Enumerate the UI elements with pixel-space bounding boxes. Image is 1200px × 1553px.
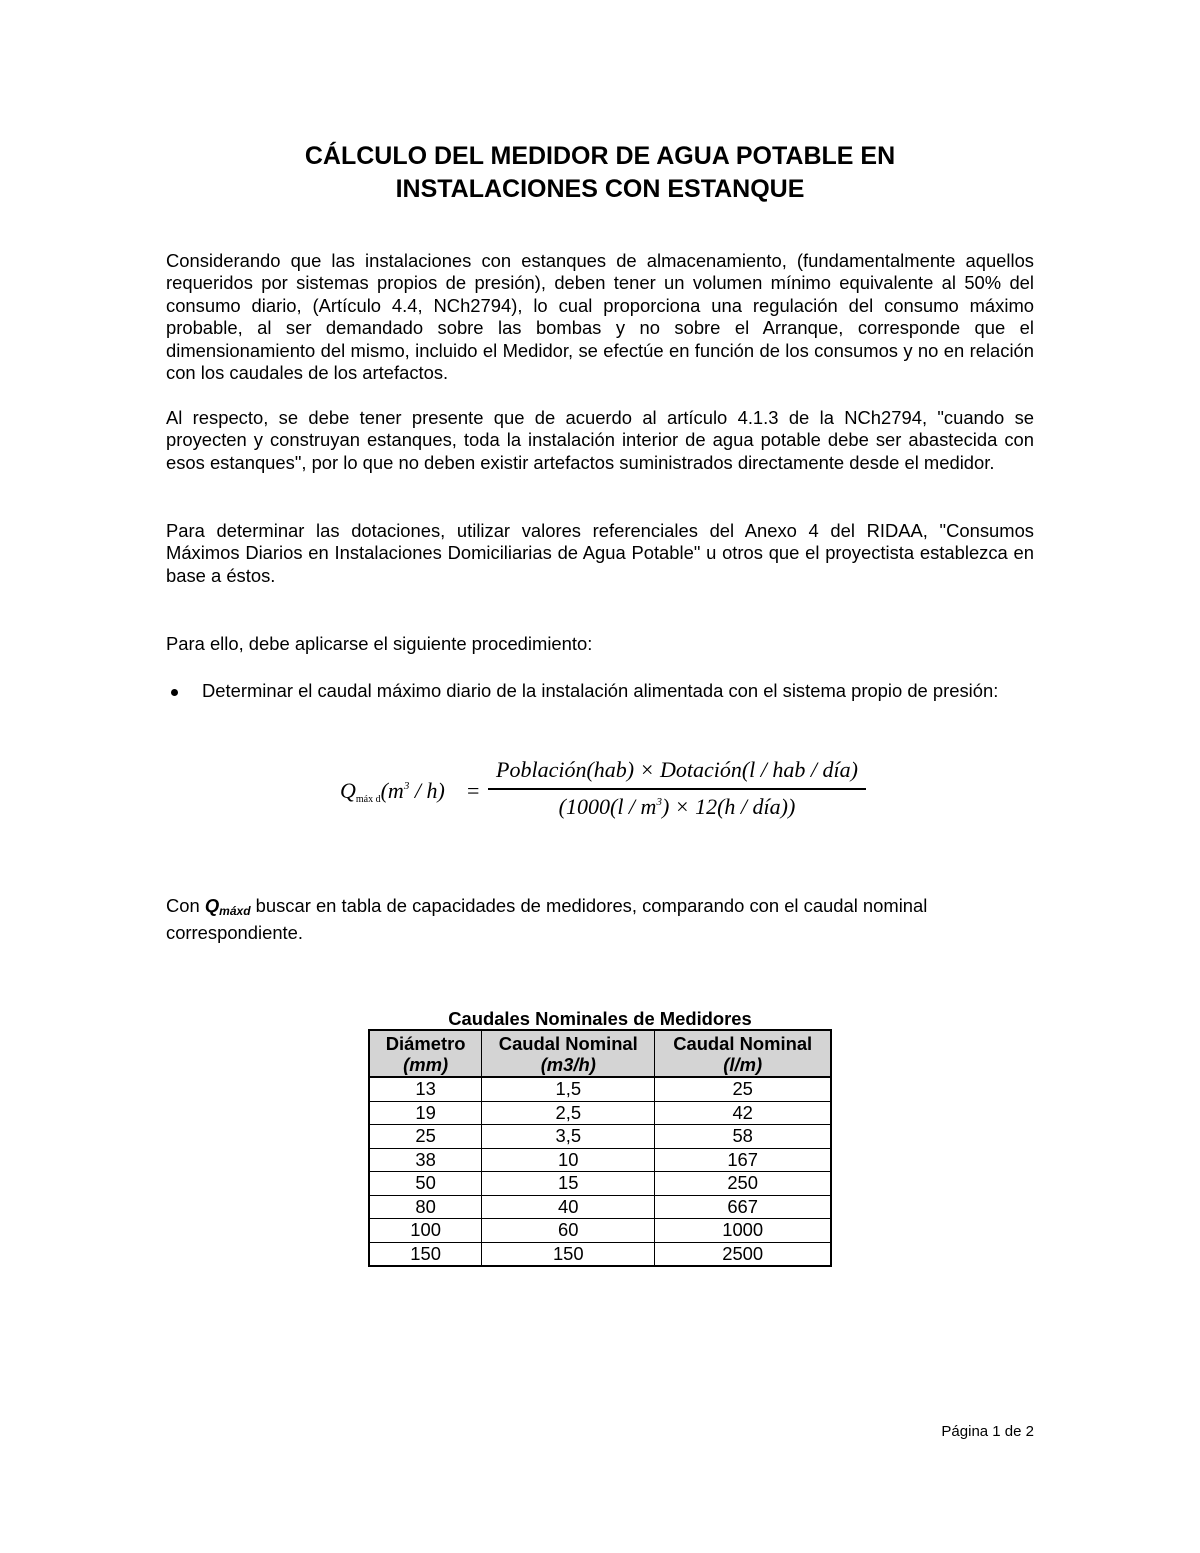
paragraph-1: Considerando que las instalaciones con estanques de almacenamiento, (fundamentalmente aquellos requeridos por sistemas propios de presión), deben tener un volumen mínimo equivalente al 50% del consumo diario, (Artículo 4.4, NCh2794), lo cual proporciona una regulación del consumo máximo probable, al ser demandado sobre las bombas y no sobre el Arranque, corresponde que el dimensionamiento del mismo, incluido el Medidor, se efectúe en función de los consumos y no en relación con los caudales de los artefactos. [166, 250, 1034, 384]
table-title: Caudales Nominales de Medidores [448, 1008, 752, 1029]
cell: 42 [655, 1101, 831, 1125]
cell: 250 [655, 1172, 831, 1196]
header-flow-m3h: Caudal Nominal (m3/h) [482, 1030, 655, 1077]
cell: 3,5 [482, 1125, 655, 1149]
cell: 15 [482, 1172, 655, 1196]
cell: 38 [369, 1148, 482, 1172]
cell: 40 [482, 1195, 655, 1219]
cell: 2500 [655, 1242, 831, 1266]
bullet-dot-icon [171, 689, 178, 696]
title-line-1: CÁLCULO DEL MEDIDOR DE AGUA POTABLE EN [304, 142, 896, 170]
header-diameter: Diámetro (mm) [369, 1030, 482, 1077]
cell: 667 [655, 1195, 831, 1219]
cell: 2,5 [482, 1101, 655, 1125]
paragraph-3: Para determinar las dotaciones, utilizar valores referenciales del Anexo 4 del RIDAA, "Consumos Máximos Diarios en Instalaciones Domiciliarias de Agua Potable" u otros que el proyectista establezca en base a éstos. [166, 520, 1034, 586]
cell: 150 [482, 1242, 655, 1266]
paragraph-4: Para ello, debe aplicarse el siguiente procedimiento: [166, 633, 593, 654]
cell: 25 [369, 1125, 482, 1149]
table-row [369, 1219, 831, 1243]
formula-lhs: $Q_{máx d}(m^3 / h)$ [340, 778, 445, 805]
cell: 1,5 [482, 1077, 655, 1101]
cell: 100 [369, 1219, 482, 1243]
cell: 60 [482, 1219, 655, 1243]
page-title [150, 140, 1050, 206]
con-paragraph: Con $Q_{máxd}$ buscar en tabla de capacidades de medidores, comparando con el caudal nominal correspondiente. [166, 895, 928, 944]
table-row [369, 1101, 831, 1125]
cell: 80 [369, 1195, 482, 1219]
table-header-row [369, 1030, 831, 1077]
table-row [369, 1077, 831, 1101]
cell: 167 [655, 1148, 831, 1172]
table-row [369, 1195, 831, 1219]
meters-table [368, 1029, 832, 1267]
cell: 150 [369, 1242, 482, 1266]
cell: 25 [655, 1077, 831, 1101]
paragraph-2: Al respecto, se debe tener presente que de acuerdo al artículo 4.1.3 de la NCh2794, "cuando se proyecten y construyan estanques, toda la instalación interior de agua potable debe ser abastecida con esos estanques", por lo que no deben existir artefactos suministrados directamente desde el medidor. [166, 407, 1034, 473]
formula [340, 755, 880, 825]
table-row [369, 1148, 831, 1172]
cell: 13 [369, 1077, 482, 1101]
bullet-item [166, 680, 1034, 702]
formula-denominator: ($1000(l / m^3) \times 12(h$ / día)) [558, 794, 796, 819]
table-row [369, 1172, 831, 1196]
header-flow-lm: Caudal Nominal (l/m) [655, 1030, 831, 1077]
fraction-bar [488, 788, 866, 790]
q-max-symbol: $Q_{máxd}$ [204, 895, 251, 918]
cell: 58 [655, 1125, 831, 1149]
formula-equals: = [467, 778, 480, 803]
table-row [369, 1242, 831, 1266]
cell: 1000 [655, 1219, 831, 1243]
cell: 10 [482, 1148, 655, 1172]
title-line-2: INSTALACIONES CON ESTANQUE [395, 175, 805, 203]
bullet-text: Determinar el caudal máximo diario de la instalación alimentada con el sistema propio de presión: [202, 680, 999, 701]
page-number: Página 1 de 2 [941, 1423, 1034, 1440]
table-row [369, 1125, 831, 1149]
cell: 19 [369, 1101, 482, 1125]
formula-numerator: Población(hab) × Dotación(l / hab / día) [496, 757, 858, 782]
cell: 50 [369, 1172, 482, 1196]
